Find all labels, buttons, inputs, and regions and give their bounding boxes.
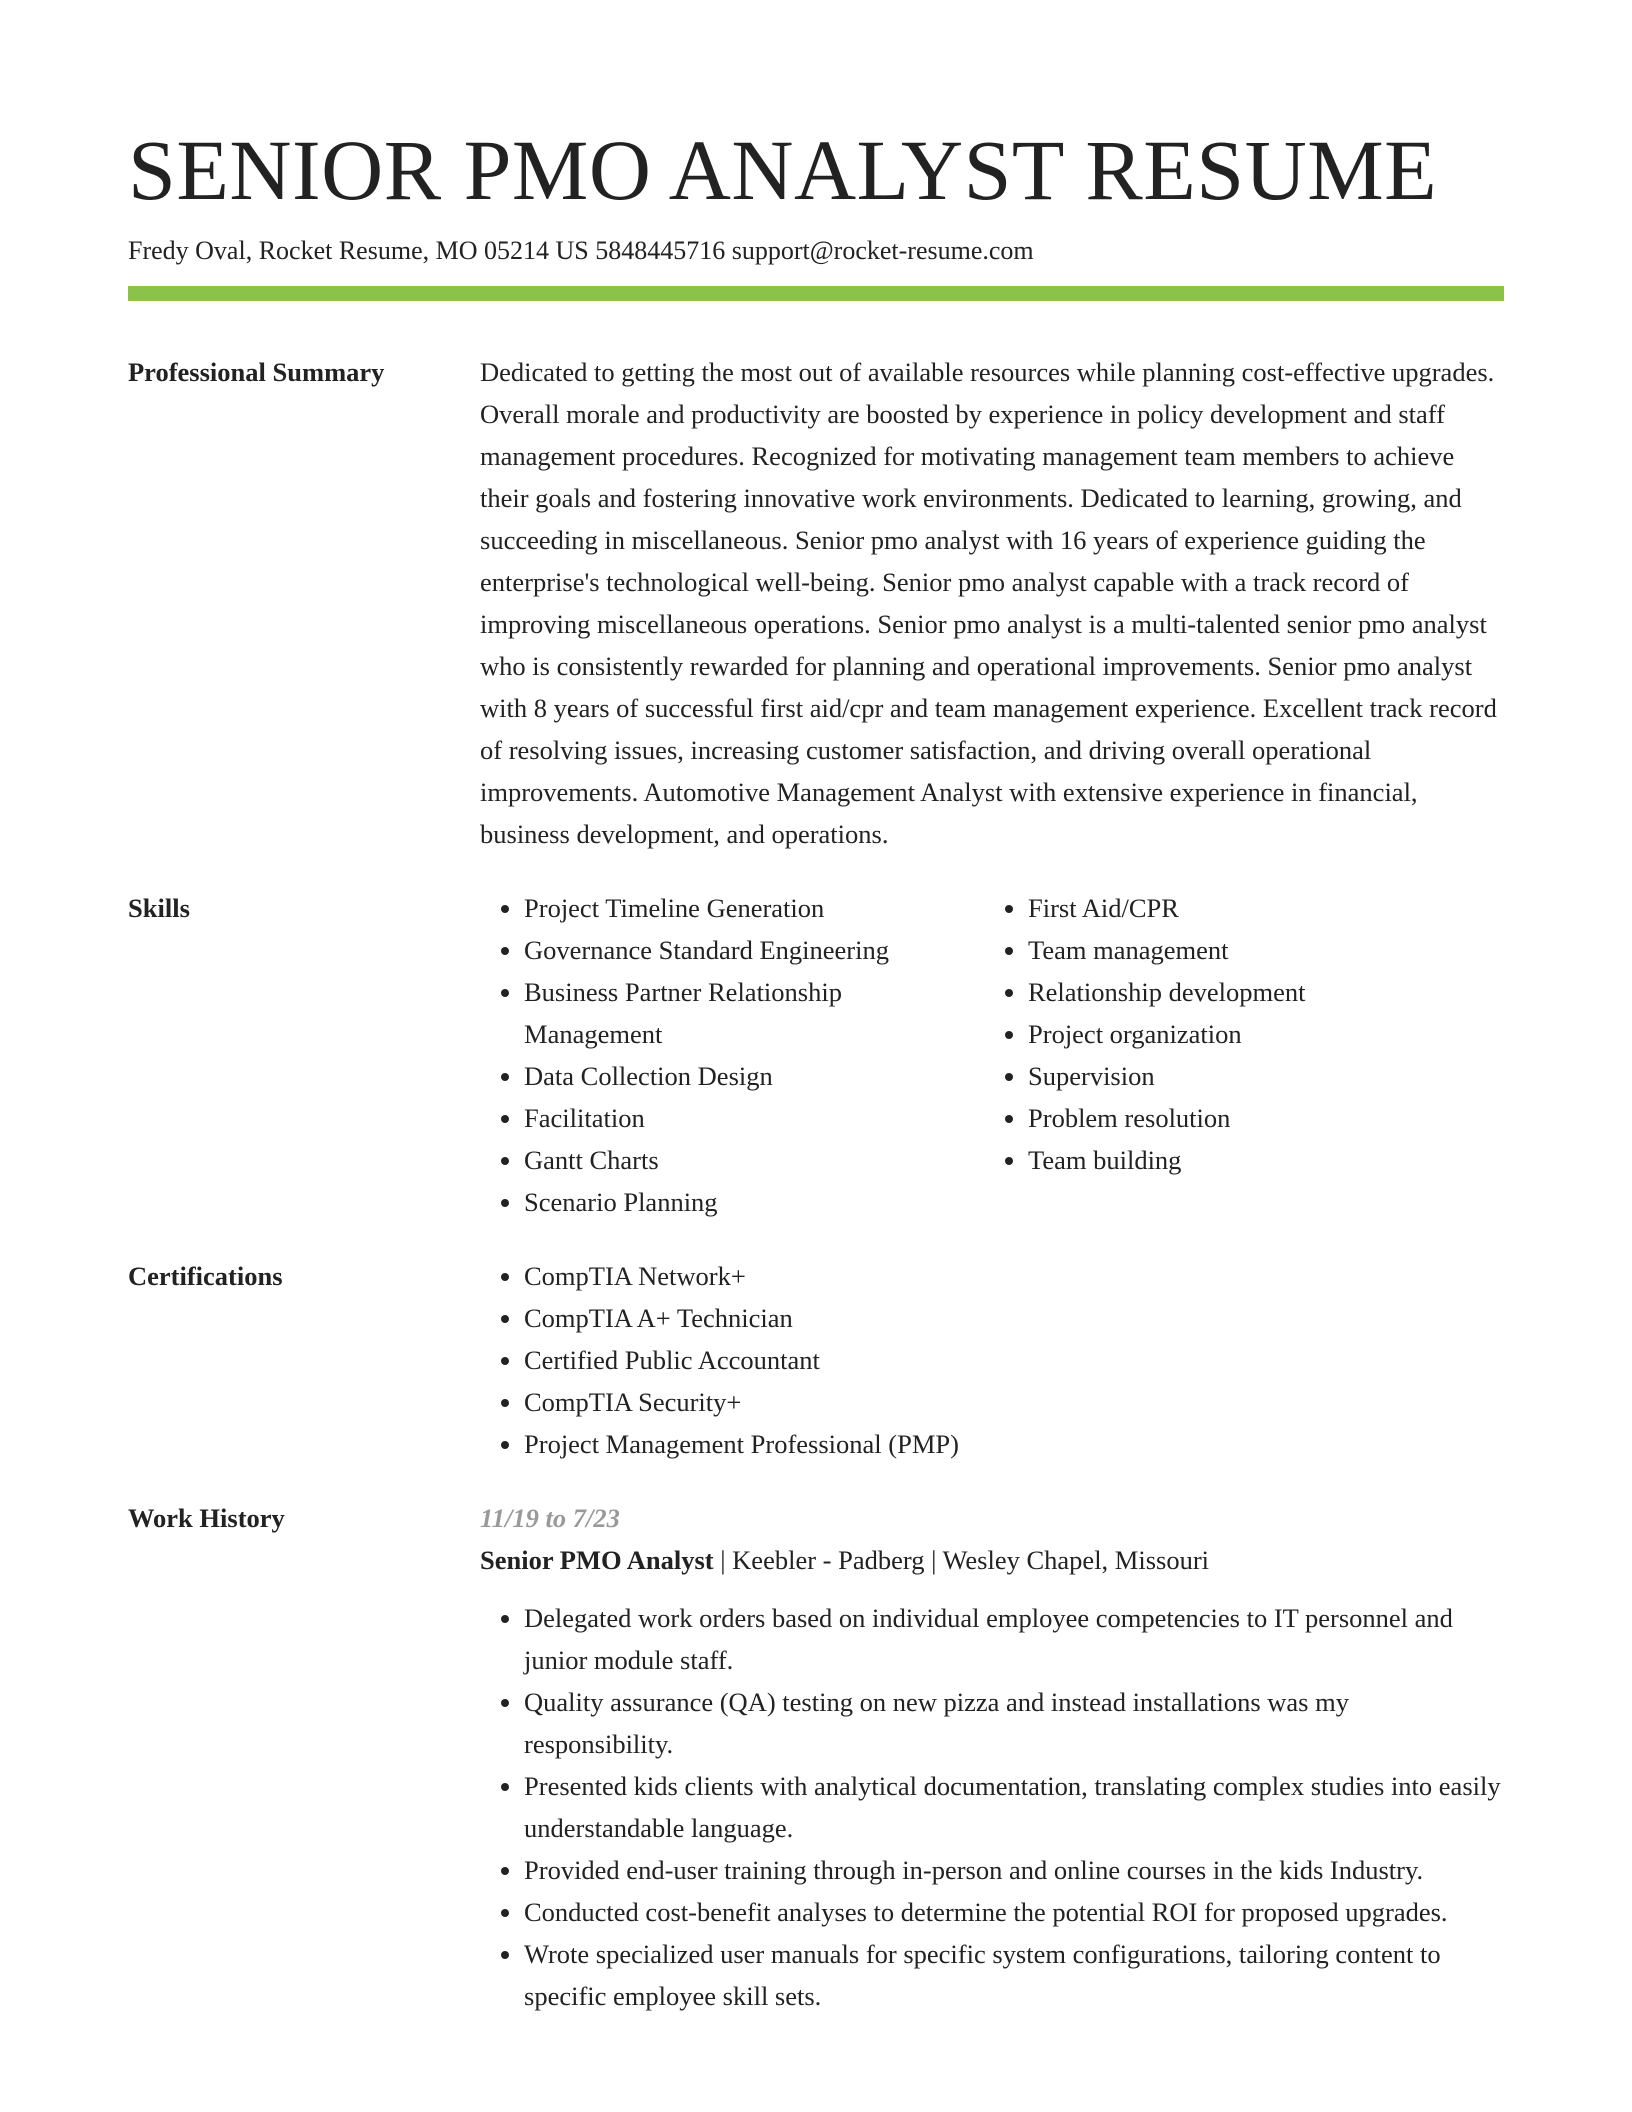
section-heading: Work History: [128, 1503, 285, 1533]
skills-body: [480, 887, 1504, 1223]
skills-list-left: [480, 887, 984, 1223]
certification-item: • CompTIA A+ Technician: [524, 1297, 1504, 1339]
skill-item: • Facilitation: [524, 1097, 984, 1139]
skill-item: • Gantt Charts: [524, 1139, 984, 1181]
certification-item: • Certified Public Accountant: [524, 1339, 1504, 1381]
job-bullet: • Conducted cost-benefit analyses to determine the potential ROI for proposed upgrades.: [524, 1891, 1504, 1933]
skill-item: • Business Partner Relationship Management: [524, 971, 984, 1055]
section-heading: Skills: [128, 893, 190, 923]
certifications-body: [480, 1255, 1504, 1465]
certifications-list: [480, 1255, 1504, 1465]
job-bullet: • Quality assurance (QA) testing on new pizza and instead installations was my responsibility.: [524, 1681, 1504, 1765]
job-bullets: [480, 1597, 1504, 2017]
job-dates: 11/19 to 7/23: [480, 1503, 620, 1533]
skill-item: • Team building: [1028, 1139, 1484, 1181]
skills-section: [128, 887, 1504, 1223]
job-employer-location: | Keebler - Padberg | Wesley Chapel, Missouri: [713, 1545, 1210, 1575]
certification-item: • CompTIA Network+: [524, 1255, 1504, 1297]
work-history-body: [480, 1497, 1504, 2017]
skill-item: • First Aid/CPR: [1028, 887, 1484, 929]
header-divider: [128, 286, 1504, 301]
summary-text: Dedicated to getting the most out of available resources while planning cost-effective upgrades. Overall morale and productivity are boosted by experience in policy development and staff management procedures. Recognized for motivating management team members to achieve their goals and fostering innovative work environments. Dedicated to learning, growing, and succeeding in miscellaneous. Senior pmo analyst with 16 years of experience guiding the enterprise's technological well-being. Senior pmo analyst capable with a track record of improving miscellaneous operations. Senior pmo analyst is a multi-talented senior pmo analyst who is consistently rewarded for planning and operational improvements. Senior pmo analyst with 8 years of successful first aid/cpr and team management experience. Excellent track record of resolving issues, increasing customer satisfaction, and driving overall operational improvements. Automotive Management Analyst with extensive experience in financial, business development, and operations.: [480, 357, 1497, 849]
job-bullet: • Wrote specialized user manuals for specific system configurations, tailoring content to specific employee skill sets.: [524, 1933, 1504, 2017]
summary-section: [128, 351, 1504, 855]
skill-item: • Governance Standard Engineering: [524, 929, 984, 971]
resume-page: [128, 118, 1504, 2017]
certifications-section: [128, 1255, 1504, 1465]
certification-item: • CompTIA Security+: [524, 1381, 1504, 1423]
skill-item: • Problem resolution: [1028, 1097, 1484, 1139]
job-title-line: [480, 1539, 1504, 1581]
job-title: Senior PMO Analyst: [480, 1545, 714, 1575]
job-bullet: • Provided end-user training through in-person and online courses in the kids Industry.: [524, 1849, 1504, 1891]
work-history-section: [128, 1497, 1504, 2017]
certification-item: • Project Management Professional (PMP): [524, 1423, 1504, 1465]
section-heading: Certifications: [128, 1261, 283, 1291]
job-bullet: • Presented kids clients with analytical documentation, translating complex studies into easily understandable language.: [524, 1765, 1504, 1849]
job-bullet: • Delegated work orders based on individual employee competencies to IT personnel and junior module staff.: [524, 1597, 1504, 1681]
skill-item: • Team management: [1028, 929, 1484, 971]
skill-item: • Data Collection Design: [524, 1055, 984, 1097]
resume-title: SENIOR PMO ANALYST RESUME: [128, 122, 1438, 218]
contact-line: Fredy Oval, Rocket Resume, MO 05214 US 5848445716 support@rocket-resume.com: [128, 236, 1034, 265]
skill-item: • Relationship development: [1028, 971, 1484, 1013]
section-heading: Professional Summary: [128, 357, 385, 387]
skill-item: • Project organization: [1028, 1013, 1484, 1055]
skill-item: • Scenario Planning: [524, 1181, 984, 1223]
skill-item: • Project Timeline Generation: [524, 887, 984, 929]
skill-item: • Supervision: [1028, 1055, 1484, 1097]
skills-list-right: [984, 887, 1484, 1181]
